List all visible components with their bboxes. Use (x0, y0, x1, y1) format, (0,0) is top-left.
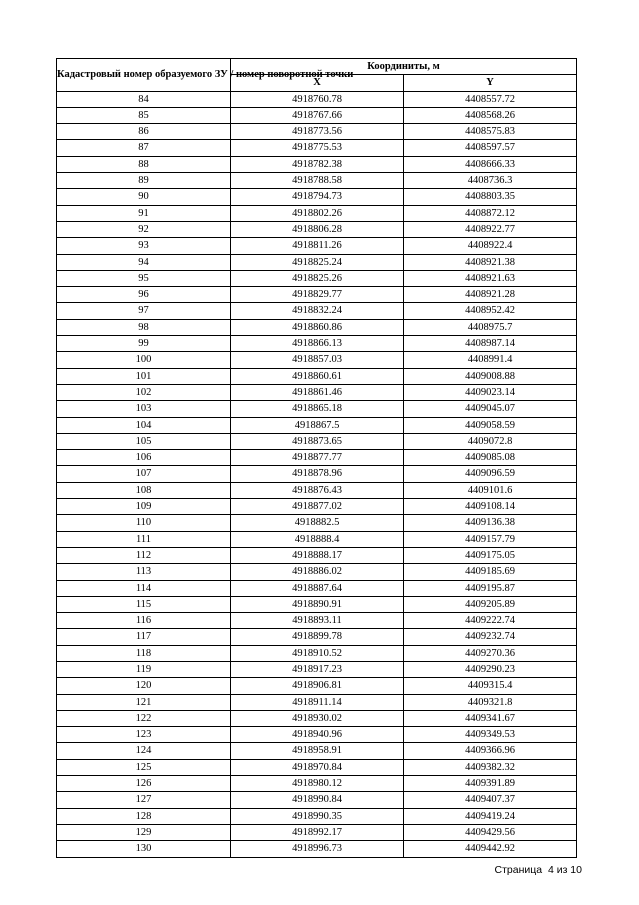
point-number-cell: 123 (57, 727, 231, 743)
table-row (57, 580, 577, 596)
point-number-cell: 99 (57, 336, 231, 352)
x-coordinate-cell: 4918773.56 (231, 124, 404, 140)
table-row (57, 238, 577, 254)
x-coordinate-cell: 4918980.12 (231, 776, 404, 792)
y-coordinate-cell: 4409008.88 (404, 368, 577, 384)
x-coordinate-cell: 4918888.17 (231, 547, 404, 563)
y-coordinate-cell: 4409157.79 (404, 531, 577, 547)
x-coordinate-cell: 4918811.26 (231, 238, 404, 254)
table-row (57, 759, 577, 775)
table-row (57, 629, 577, 645)
y-coordinate-cell: 4409136.38 (404, 515, 577, 531)
table-row (57, 466, 577, 482)
point-number-cell: 87 (57, 140, 231, 156)
point-number-cell: 106 (57, 450, 231, 466)
y-coordinate-cell: 4409321.8 (404, 694, 577, 710)
header-y: Y (404, 75, 577, 91)
point-number-cell: 93 (57, 238, 231, 254)
point-number-cell: 107 (57, 466, 231, 482)
y-coordinate-cell: 4408922.77 (404, 221, 577, 237)
table-row (57, 140, 577, 156)
table-row (57, 499, 577, 515)
x-coordinate-cell: 4918782.38 (231, 156, 404, 172)
table-row (57, 694, 577, 710)
x-coordinate-cell: 4918788.58 (231, 173, 404, 189)
point-number-cell: 126 (57, 776, 231, 792)
point-number-cell: 128 (57, 808, 231, 824)
point-number-cell: 108 (57, 482, 231, 498)
table-row (57, 661, 577, 677)
table-row (57, 564, 577, 580)
x-coordinate-cell: 4918906.81 (231, 678, 404, 694)
table-row (57, 678, 577, 694)
y-coordinate-cell: 4408921.63 (404, 270, 577, 286)
table-row (57, 727, 577, 743)
table-row (57, 336, 577, 352)
point-number-cell: 111 (57, 531, 231, 547)
table-row (57, 645, 577, 661)
x-coordinate-cell: 4918878.96 (231, 466, 404, 482)
page-footer (495, 864, 582, 876)
x-coordinate-cell: 4918867.5 (231, 417, 404, 433)
x-coordinate-cell: 4918866.13 (231, 336, 404, 352)
point-number-cell: 91 (57, 205, 231, 221)
point-number-cell: 97 (57, 303, 231, 319)
table-row (57, 205, 577, 221)
point-number-cell: 130 (57, 841, 231, 857)
x-coordinate-cell: 4918825.26 (231, 270, 404, 286)
point-number-cell: 110 (57, 515, 231, 531)
point-number-cell: 127 (57, 792, 231, 808)
x-coordinate-cell: 4918886.02 (231, 564, 404, 580)
x-coordinate-cell: 4918899.78 (231, 629, 404, 645)
x-coordinate-cell: 4918865.18 (231, 401, 404, 417)
x-coordinate-cell: 4918767.66 (231, 107, 404, 123)
table-row (57, 776, 577, 792)
y-coordinate-cell: 4408872.12 (404, 205, 577, 221)
point-number-cell: 88 (57, 156, 231, 172)
y-coordinate-cell: 4408803.35 (404, 189, 577, 205)
table-row (57, 808, 577, 824)
x-coordinate-cell: 4918775.53 (231, 140, 404, 156)
y-coordinate-cell: 4409349.53 (404, 727, 577, 743)
table-row (57, 287, 577, 303)
x-coordinate-cell: 4918990.35 (231, 808, 404, 824)
table-row (57, 824, 577, 840)
point-number-cell: 100 (57, 352, 231, 368)
x-coordinate-cell: 4918877.77 (231, 450, 404, 466)
table-row (57, 482, 577, 498)
table-row (57, 792, 577, 808)
x-coordinate-cell: 4918876.43 (231, 482, 404, 498)
y-coordinate-cell: 4409290.23 (404, 661, 577, 677)
x-coordinate-cell: 4918992.17 (231, 824, 404, 840)
point-number-cell: 119 (57, 661, 231, 677)
table-row (57, 710, 577, 726)
y-coordinate-cell: 4408597.57 (404, 140, 577, 156)
x-coordinate-cell: 4918760.78 (231, 91, 404, 107)
x-coordinate-cell: 4918829.77 (231, 287, 404, 303)
point-number-cell: 121 (57, 694, 231, 710)
table-row (57, 254, 577, 270)
x-coordinate-cell: 4918802.26 (231, 205, 404, 221)
y-coordinate-cell: 4409366.96 (404, 743, 577, 759)
point-number-cell: 124 (57, 743, 231, 759)
x-coordinate-cell: 4918888.4 (231, 531, 404, 547)
x-coordinate-cell: 4918910.52 (231, 645, 404, 661)
table-row (57, 173, 577, 189)
x-coordinate-cell: 4918930.02 (231, 710, 404, 726)
coordinates-table (56, 58, 577, 858)
y-coordinate-cell: 4408568.26 (404, 107, 577, 123)
table-row (57, 384, 577, 400)
x-coordinate-cell: 4918996.73 (231, 841, 404, 857)
x-coordinate-cell: 4918940.96 (231, 727, 404, 743)
point-number-cell: 114 (57, 580, 231, 596)
y-coordinate-cell: 4409391.89 (404, 776, 577, 792)
x-coordinate-cell: 4918825.24 (231, 254, 404, 270)
y-coordinate-cell: 4408557.72 (404, 91, 577, 107)
point-number-cell: 120 (57, 678, 231, 694)
x-coordinate-cell: 4918890.91 (231, 596, 404, 612)
y-coordinate-cell: 4408991.4 (404, 352, 577, 368)
table-row (57, 841, 577, 857)
table-row (57, 189, 577, 205)
point-number-cell: 86 (57, 124, 231, 140)
table-row (57, 596, 577, 612)
table-row (57, 401, 577, 417)
y-coordinate-cell: 4409429.56 (404, 824, 577, 840)
x-coordinate-cell: 4918806.28 (231, 221, 404, 237)
y-coordinate-cell: 4408575.83 (404, 124, 577, 140)
point-number-cell: 117 (57, 629, 231, 645)
y-coordinate-cell: 4409382.32 (404, 759, 577, 775)
x-coordinate-cell: 4918970.84 (231, 759, 404, 775)
table-body (57, 91, 577, 857)
y-coordinate-cell: 4408666.33 (404, 156, 577, 172)
y-coordinate-cell: 4409270.36 (404, 645, 577, 661)
y-coordinate-cell: 4408922.4 (404, 238, 577, 254)
x-coordinate-cell: 4918958.91 (231, 743, 404, 759)
table-row (57, 450, 577, 466)
x-coordinate-cell: 4918860.61 (231, 368, 404, 384)
y-coordinate-cell: 4409341.67 (404, 710, 577, 726)
y-coordinate-cell: 4408736.3 (404, 173, 577, 189)
point-number-cell: 101 (57, 368, 231, 384)
x-coordinate-cell: 4918893.11 (231, 613, 404, 629)
table-row (57, 531, 577, 547)
y-coordinate-cell: 4409072.8 (404, 433, 577, 449)
point-number-cell: 95 (57, 270, 231, 286)
y-coordinate-cell: 4408952.42 (404, 303, 577, 319)
table-row (57, 156, 577, 172)
x-coordinate-cell: 4918832.24 (231, 303, 404, 319)
x-coordinate-cell: 4918857.03 (231, 352, 404, 368)
header-coordinates: Координиты, м (231, 59, 577, 75)
x-coordinate-cell: 4918873.65 (231, 433, 404, 449)
y-coordinate-cell: 4409205.89 (404, 596, 577, 612)
table-row (57, 613, 577, 629)
x-coordinate-cell: 4918882.5 (231, 515, 404, 531)
y-coordinate-cell: 4409085.08 (404, 450, 577, 466)
header-x: X (231, 75, 404, 91)
point-number-cell: 105 (57, 433, 231, 449)
table-row (57, 547, 577, 563)
point-number-cell: 116 (57, 613, 231, 629)
table-row (57, 515, 577, 531)
point-number-cell: 122 (57, 710, 231, 726)
y-coordinate-cell: 4409101.6 (404, 482, 577, 498)
table-row (57, 417, 577, 433)
x-coordinate-cell: 4918861.46 (231, 384, 404, 400)
point-number-cell: 104 (57, 417, 231, 433)
y-coordinate-cell: 4409442.92 (404, 841, 577, 857)
table-row (57, 368, 577, 384)
point-number-cell: 98 (57, 319, 231, 335)
y-coordinate-cell: 4409315.4 (404, 678, 577, 694)
table-row (57, 221, 577, 237)
point-number-cell: 90 (57, 189, 231, 205)
y-coordinate-cell: 4409108.14 (404, 499, 577, 515)
table-row (57, 270, 577, 286)
x-coordinate-cell: 4918917.23 (231, 661, 404, 677)
point-number-cell: 89 (57, 173, 231, 189)
x-coordinate-cell: 4918990.84 (231, 792, 404, 808)
point-number-cell: 109 (57, 499, 231, 515)
table-row (57, 107, 577, 123)
point-number-cell: 103 (57, 401, 231, 417)
point-number-cell: 115 (57, 596, 231, 612)
x-coordinate-cell: 4918887.64 (231, 580, 404, 596)
y-coordinate-cell: 4409419.24 (404, 808, 577, 824)
y-coordinate-cell: 4409096.59 (404, 466, 577, 482)
y-coordinate-cell: 4409023.14 (404, 384, 577, 400)
y-coordinate-cell: 4409185.69 (404, 564, 577, 580)
point-number-cell: 118 (57, 645, 231, 661)
y-coordinate-cell: 4409045.07 (404, 401, 577, 417)
y-coordinate-cell: 4409232.74 (404, 629, 577, 645)
point-number-cell: 96 (57, 287, 231, 303)
point-number-cell: 129 (57, 824, 231, 840)
point-number-cell: 112 (57, 547, 231, 563)
point-number-cell: 92 (57, 221, 231, 237)
y-coordinate-cell: 4409407.37 (404, 792, 577, 808)
point-number-cell: 113 (57, 564, 231, 580)
y-coordinate-cell: 4409195.87 (404, 580, 577, 596)
table-row (57, 352, 577, 368)
table-row (57, 124, 577, 140)
point-number-cell: 125 (57, 759, 231, 775)
y-coordinate-cell: 4409222.74 (404, 613, 577, 629)
x-coordinate-cell: 4918794.73 (231, 189, 404, 205)
point-number-cell: 94 (57, 254, 231, 270)
y-coordinate-cell: 4408921.28 (404, 287, 577, 303)
table-row (57, 743, 577, 759)
table-row (57, 303, 577, 319)
y-coordinate-cell: 4408921.38 (404, 254, 577, 270)
x-coordinate-cell: 4918860.86 (231, 319, 404, 335)
y-coordinate-cell: 4409058.59 (404, 417, 577, 433)
page-number: Страница 4 из 10 (494, 864, 582, 876)
table-row (57, 91, 577, 107)
x-coordinate-cell: 4918877.02 (231, 499, 404, 515)
y-coordinate-cell: 4409175.05 (404, 547, 577, 563)
x-coordinate-cell: 4918911.14 (231, 694, 404, 710)
point-number-cell: 85 (57, 107, 231, 123)
y-coordinate-cell: 4408975.7 (404, 319, 577, 335)
point-number-cell: 84 (57, 91, 231, 107)
point-number-cell: 102 (57, 384, 231, 400)
header-cadastral-number: Кадастровый номер образуемого ЗУ / номер поворотной точки (57, 59, 231, 92)
table-row (57, 319, 577, 335)
y-coordinate-cell: 4408987.14 (404, 336, 577, 352)
table-row (57, 433, 577, 449)
